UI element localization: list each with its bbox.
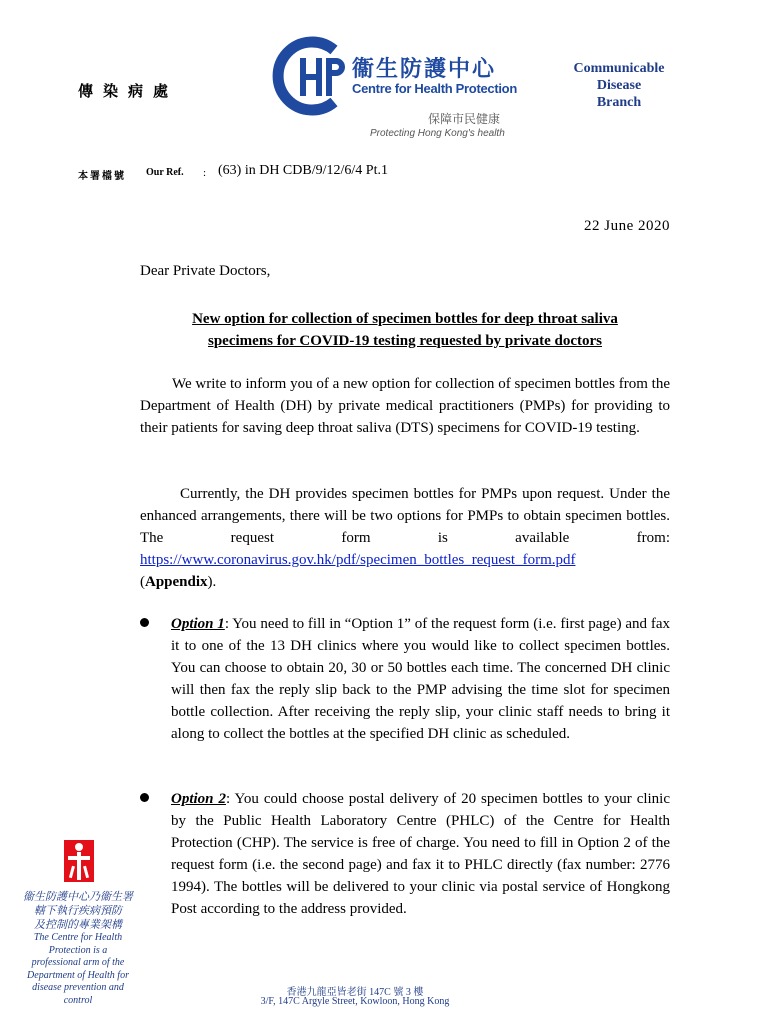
sidebar-cn-line: 及控制的專業架構 [34,919,122,931]
intro-paragraph [140,373,670,439]
subject-line-1: New option for collection of specimen bottles for deep throat saliva [192,311,618,327]
salutation: Dear Private Doctors, [140,263,271,279]
option-1-item [171,613,670,745]
logo-name-en: Centre for Health Protection [352,81,517,96]
reference-label-cn: 本署檔號 [78,171,126,182]
sidebar-en-line: disease prevention and [32,982,124,993]
footer-address-cn: 香港九龍亞皆老街 147C 號 3 樓 [286,987,424,998]
branch-line-2: Disease [596,78,642,93]
bullet-icon [140,618,149,627]
sidebar-en-line: Protection is a [48,944,108,956]
sidebar-cn-line: 衞生防護中心乃衞生署 [23,891,133,903]
reference-label-en: Our Ref. [146,167,184,178]
reference-colon: : [203,167,207,179]
branch-line-3: Branch [596,95,642,110]
sidebar-en-line: control [63,994,93,1006]
department-name-cn: 傳染病處 [78,84,179,100]
logo-name-cn: 衞生防護中心 [352,56,497,81]
subject-line-2: specimens for COVID-19 testing requested by private doctors [208,333,602,349]
option-2-item [171,788,670,920]
sidebar-en-line: The Centre for Health [33,932,123,943]
chp-logo [272,36,522,142]
sidebar-en-line: Department of Health for [27,969,129,981]
option-1-label: Option 1 [171,616,225,632]
branch-line-1: Communicable [573,61,665,76]
reference-number: (63) in DH CDB/9/12/6/4 Pt.1 [218,163,388,178]
branch-name [560,60,678,111]
sidebar-text-en [20,932,136,1007]
logo-tagline-cn: 保障市民健康 [428,112,501,126]
subject-heading [140,308,670,352]
arrangement-paragraph [140,483,670,593]
department-emblem-icon [64,840,94,882]
option-2-text: : You could choose postal delivery of 20 specimen bottles to your clinic by the Public Health Laboratory Centre (PHLC) of the Centre for Health Protection (CHP). The service is free of charge. You need to fill in Option 2 of the request form (i.e. the second page) and fax it to PHLC directly (fax number: 2776 1994). The bottles will be delivered to your clinic via postal service of Hongkong Post according to the address provided. [171,791,671,917]
chp-logo-mark [272,36,352,116]
request-form-link[interactable]: https://www.coronavirus.gov.hk/pdf/specimen_bottles_request_form.pdf [140,552,576,568]
sidebar-cn-line: 轄下執行疾病預防 [34,905,122,917]
footer-address-en: 3/F, 147C Argyle Street, Kowloon, Hong Kong [260,996,450,1007]
logo-tagline-en: Protecting Hong Kong's health [370,128,505,139]
sidebar-en-line: professional arm of the [31,957,125,968]
bullet-icon [140,793,149,802]
arrangement-text: Currently, the DH provides specimen bottles for PMPs upon request. Under the enhanced arrangements, there will be two options for PMPs to obtain specimen bottles. The request form is available from: [140,486,670,546]
option-2-label: Option 2 [171,791,226,807]
appendix-open: ( [140,574,145,590]
letter-date: 22 June 2020 [584,218,670,234]
appendix-label: Appendix [145,574,208,590]
sidebar-text-cn [20,890,136,932]
appendix-close: ). [207,574,217,590]
option-1-text: : You need to fill in “Option 1” of the request form (i.e. first page) and fax it to one of the 13 DH clinics where you would like to collect specimen bottles. You can choose to obtain 20, 30 or 50 bottles each time. The concerned DH clinic will then fax the reply slip back to the PMP advising the time slot for specimen bottle collection. After receiving the reply slip, your clinic staff needs to bring it along to collect the bottles at the specified DH clinic as scheduled. [171,616,670,742]
intro-text: We write to inform you of a new option for collection of specimen bottles from the Department of Health (DH) by private medical practitioners (PMPs) for providing to their patients for saving deep throat saliva (DTS) specimens for COVID-19 testing. [140,376,670,436]
